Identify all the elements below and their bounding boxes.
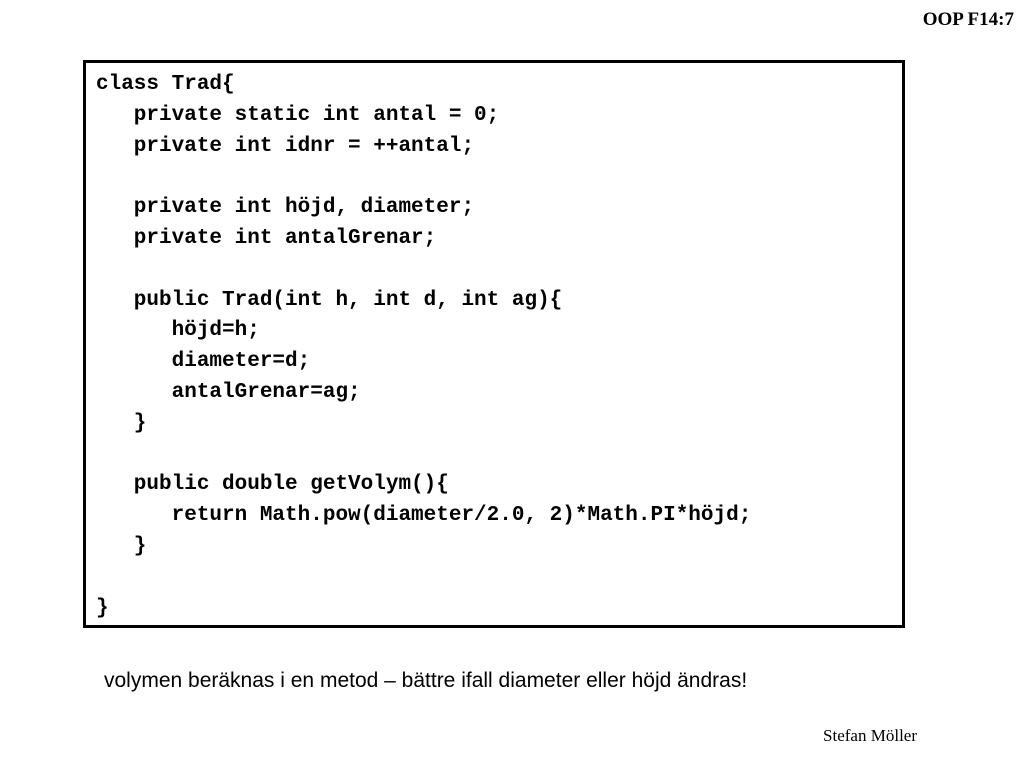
code-line — [96, 162, 751, 193]
code-line: } — [96, 411, 147, 435]
code-line — [96, 563, 751, 594]
slide-caption: volymen beräknas i en metod – bättre ifall diameter eller höjd ändras! — [104, 669, 748, 692]
code-line — [96, 440, 751, 471]
code-line: höjd=h; — [96, 319, 260, 343]
code-line: private int höjd, diameter; — [96, 196, 475, 220]
code-line: return Math.pow(diameter/2.0, 2)*Math.PI*höjd; — [96, 504, 752, 528]
code-line: diameter=d; — [96, 350, 311, 374]
code-line: private int antalGrenar; — [96, 226, 437, 250]
code-line: private int idnr = ++antal; — [96, 134, 475, 158]
code-listing — [96, 70, 751, 624]
author-name: Stefan Möller — [823, 726, 917, 745]
code-line: public Trad(int h, int d, int ag){ — [96, 288, 563, 312]
code-line: } — [96, 534, 147, 558]
code-line: private static int antal = 0; — [96, 103, 500, 127]
code-line: } — [96, 596, 109, 620]
code-line: public double getVolym(){ — [96, 473, 449, 497]
code-line: class Trad{ — [96, 73, 235, 96]
code-line — [96, 255, 751, 286]
code-listing-box — [83, 60, 905, 628]
slide-label: OOP F14:7 — [922, 9, 1014, 30]
code-line: antalGrenar=ag; — [96, 380, 361, 404]
